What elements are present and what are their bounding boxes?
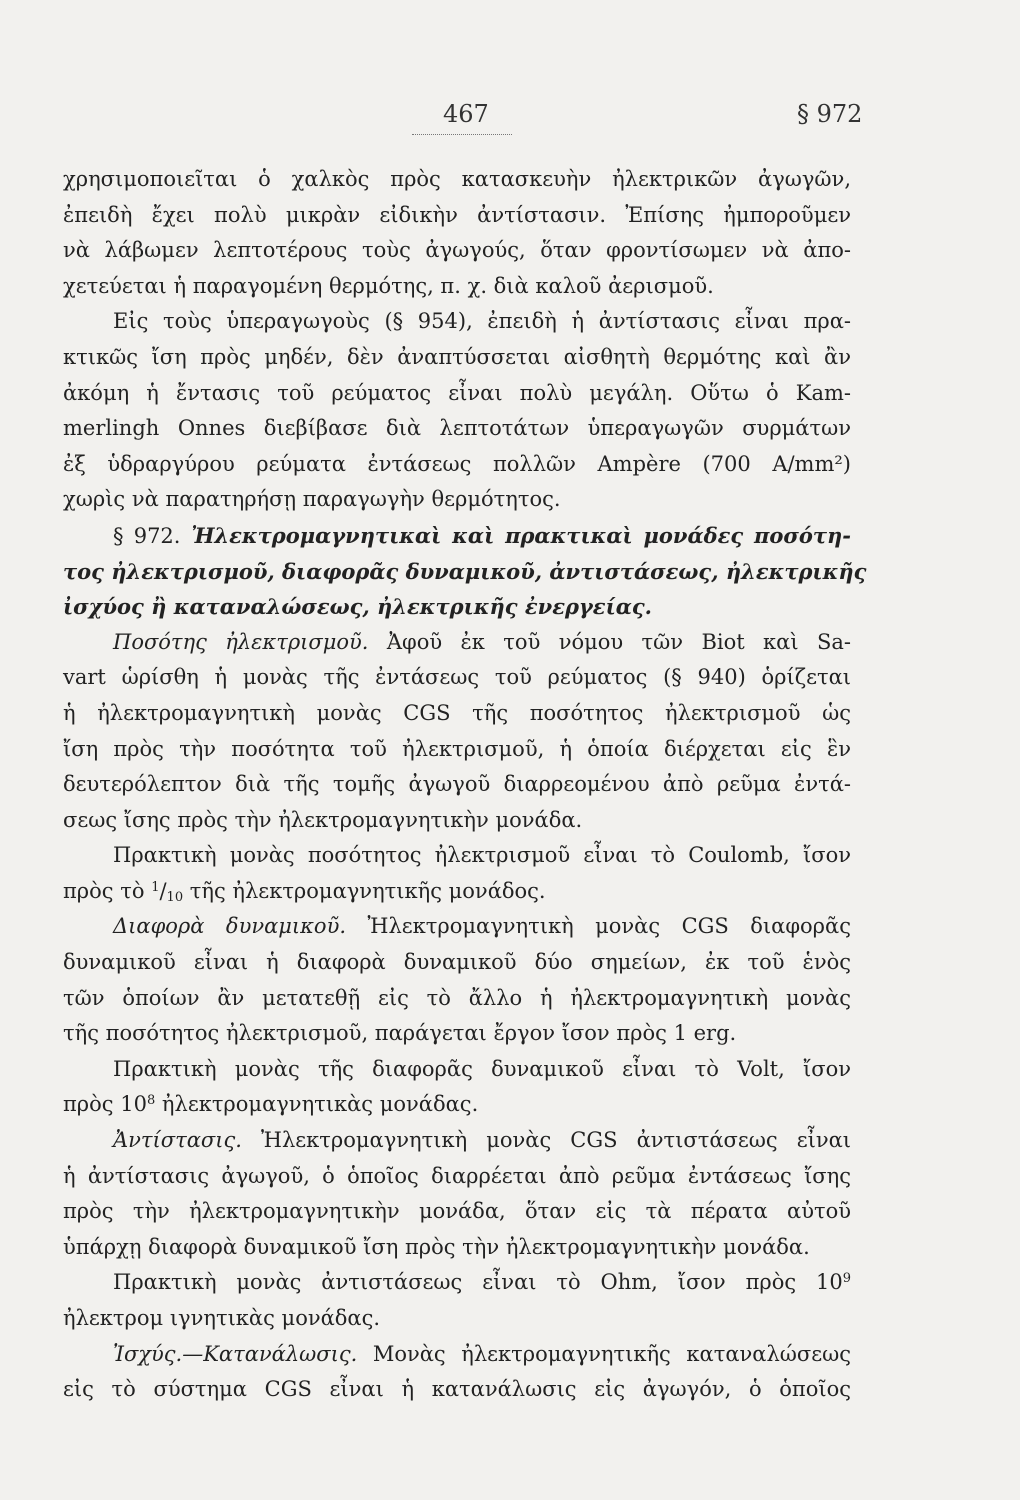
section-number: § 972.: [113, 523, 181, 548]
section-reference: § 972: [797, 100, 863, 128]
text-line: πρὸς τὴν ἠλεκτρομαγνητικὴν μονάδα, ὅταν εἰς τὰ πέρατα αὐτοῦ: [63, 1199, 851, 1224]
page-body: [63, 162, 867, 1408]
text-line: εἰς τὸ σύστημα CGS εἶναι ἡ κατανάλωσις εἰς ἀγωγόν, ὁ ὁποῖος: [63, 1377, 851, 1402]
text-line: τῆς ποσότητος ἠλεκτρισμοῦ, παράγεται ἔργον ἴσον πρὸς 1 erg.: [63, 1021, 737, 1046]
text-line: κτικῶς ἴση πρὸς μηδέν, δὲν ἀναπτύσσεται αἰσθητὴ θερμότης καὶ ἂν: [63, 344, 851, 369]
fraction-denominator: 10: [166, 889, 184, 905]
text-line: vart ὡρίσθη ἡ μονὰς τῆς ἐντάσεως τοῦ ρεύματος (§ 940) ὁρίζεται: [63, 665, 851, 690]
text-line: ἐπειδὴ ἔχει πολὺ μικρὰν εἰδικὴν ἀντίστασιν. Ἐπίσης ἠμποροῦμεν: [63, 202, 851, 227]
exponent: 8: [146, 1093, 156, 1109]
text-line: Πρακτικὴ μονὰς τῆς διαφορᾶς δυναμικοῦ εἶναι τὸ Volt, ἴσον: [113, 1056, 851, 1081]
text-line: Εἰς τοὺς ὑπεραγωγοὺς (§ 954), ἐπειδὴ ἡ ἀντίστασις εἶναι πρα-: [113, 309, 851, 334]
text-line: χρησιμοποιεῖται ὁ χαλκὸς πρὸς κατασκευὴν ἠλεκτρικῶν ἀγωγῶν,: [63, 167, 851, 191]
term-resistance: Ἀντίστασις.: [113, 1128, 242, 1153]
text-line: Διαφορὰ δυναμικοῦ. Ἠλεκτρομαγνητικὴ μονὰς CGS διαφορᾶς: [113, 914, 851, 939]
term-power: Ἰσχύς.—Κατανάλωσις.: [113, 1341, 358, 1366]
fraction-numerator: 1: [151, 879, 160, 895]
text-line: δευτερόλεπτον διὰ τῆς τομῆς ἀγωγοῦ διαρρεομένου ἀπὸ ρεῦμα ἐντά-: [63, 772, 851, 797]
text-line: πρὸς $10^8$ ἠλεκτρομαγνητικὰς μονάδας.: [63, 1092, 479, 1117]
term-potential: Διαφορὰ δυναμικοῦ.: [113, 914, 347, 939]
text-line: δυναμικοῦ εἶναι ἡ διαφορὰ δυναμικοῦ δύο σημείων, ἐκ τοῦ ἑνὸς: [63, 950, 851, 975]
text-line: τῶν ὁποίων ἂν μετατεθῇ εἰς τὸ ἄλλο ἡ ἠλεκτρομαγνητικὴ μονὰς: [63, 985, 851, 1010]
text-line: merlingh Onnes διεβίβασε διὰ λεπτοτάτων ὑπεραγωγῶν συρμάτων: [63, 416, 851, 441]
exponent: 9: [842, 1271, 851, 1287]
text-line: ἠλεκτρομ ιγνητικὰς μονάδας.: [63, 1306, 381, 1330]
text-line: ἡ ἀντίστασις ἀγωγοῦ, ὁ ὁποῖος διαρρέεται ἀπὸ ρεῦμα ἐντάσεως ἴσης: [63, 1163, 851, 1188]
text-line: χετεύεται ἡ παραγομένη θερμότης, π. χ. διὰ καλοῦ ἀερισμοῦ.: [63, 273, 714, 298]
section-heading: [63, 518, 851, 554]
header-rule: [412, 134, 512, 135]
text-line: Πρακτικὴ μονὰς ποσότητος ἠλεκτρισμοῦ εἶναι τὸ Coulomb, ἴσον: [113, 843, 851, 868]
text-line: ἴση πρὸς τὴν ποσότητα τοῦ ἠλεκτρισμοῦ, ἡ ὁποία διέρχεται εἰς ἓν: [63, 736, 851, 761]
text-line: Ἰσχύς.—Κατανάλωσις. Μονὰς ἠλεκτρομαγνητικῆς καταναλώσεως: [113, 1341, 851, 1366]
text-line: Ἀντίστασις. Ἠλεκτρομαγνητικὴ μονὰς CGS ἀντιστάσεως εἶναι: [113, 1128, 851, 1153]
text-line: ἐξ ὑδραργύρου ρεύματα ἐντάσεως πολλῶν Ampère (700 A/mm²): [63, 451, 851, 476]
text-line: ἀκόμη ἡ ἔντασις τοῦ ρεύματος εἶναι πολὺ μεγάλη. Οὕτω ὁ Kam-: [63, 380, 851, 405]
section-title-part: Ἠλεκτρομαγνητικαὶ καὶ πρακτικαὶ μονάδες ποσότη-: [191, 522, 851, 548]
text-line: ἡ ἠλεκτρομαγνητικὴ μονὰς CGS τῆς ποσότητος ἠλεκτρισμοῦ ὡς: [63, 700, 851, 725]
page-header: [0, 100, 1020, 136]
text-line: σεως ἴσης πρὸς τὴν ἠλεκτρομαγνητικὴν μονάδα.: [63, 807, 583, 832]
text-line: Ποσότης ἠλεκτρισμοῦ. Ἀφοῦ ἐκ τοῦ νόμου τῶν Biot καὶ Sa-: [113, 629, 851, 654]
section-title-part: ἰσχύος ἢ καταναλώσεως, ἠλεκτρικῆς ἐνεργείας.: [63, 594, 652, 620]
term-quantity: Ποσότης ἠλεκτρισμοῦ.: [113, 629, 369, 654]
text-line: νὰ λάβωμεν λεπτοτέρους τοὺς ἀγωγούς, ὅταν φροντίσωμεν νὰ ἀπο-: [63, 238, 851, 263]
page-number: 467: [443, 100, 489, 128]
text-line: πρὸς τὸ $^1/_{10}$ τῆς ἠλεκτρομαγνητικῆς μονάδος.: [63, 878, 546, 905]
section-title-part: τος ἠλεκτρισμοῦ, διαφορᾶς δυναμικοῦ, ἀντιστάσεως, ἠλεκτρικῆς: [63, 558, 867, 584]
text-line: Πρακτικὴ μονὰς ἀντιστάσεως εἶναι τὸ Ohm, ἴσον πρὸς $10^9$: [113, 1270, 851, 1295]
text-line: χωρὶς νὰ παρατηρήσῃ παραγωγὴν θερμότητος.: [63, 487, 561, 512]
text-line: ὑπάρχῃ διαφορὰ δυναμικοῦ ἴση πρὸς τὴν ἠλεκτρομαγνητικὴν μονάδα.: [63, 1234, 810, 1259]
